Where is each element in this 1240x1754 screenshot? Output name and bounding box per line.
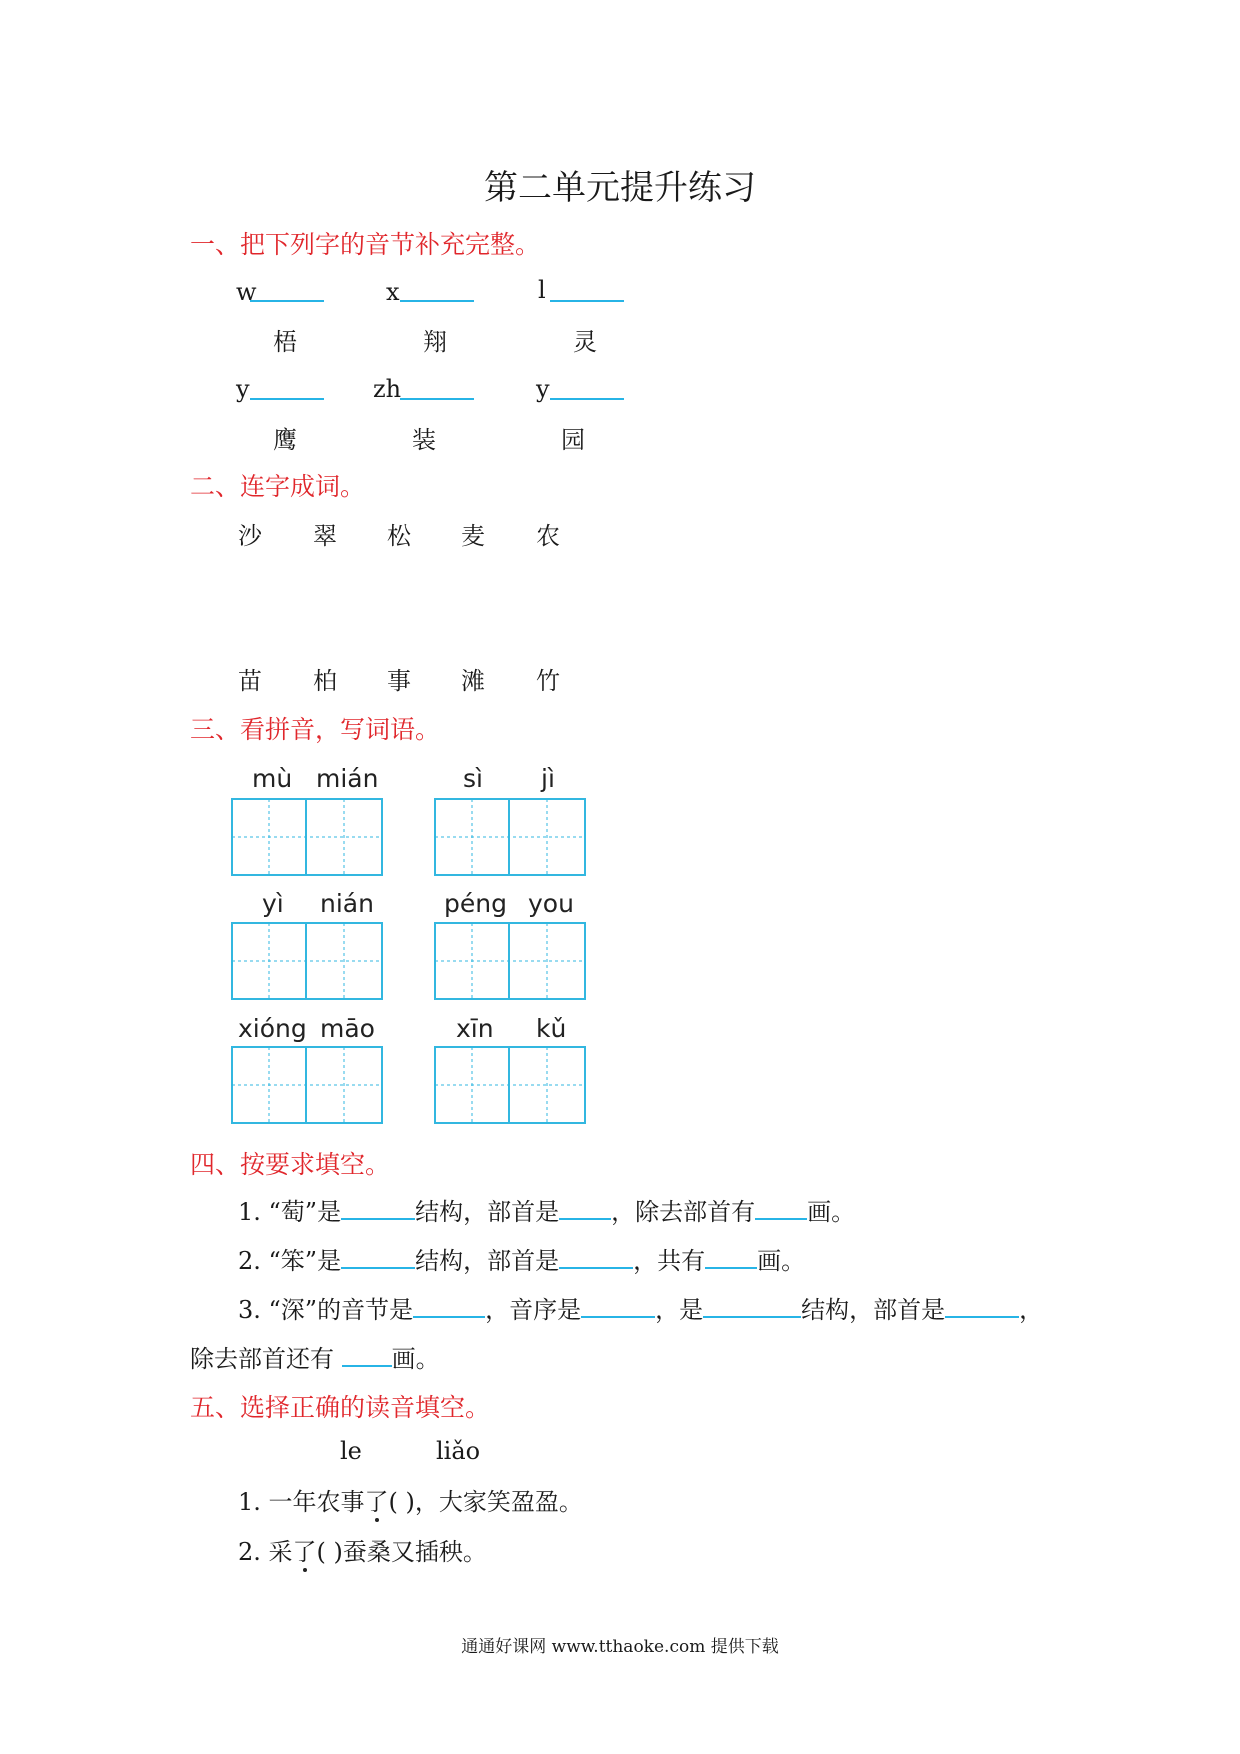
question-text: 1. 一年农事 <box>238 1488 365 1516</box>
writing-grid[interactable] <box>434 922 588 1000</box>
syllable-blank[interactable] <box>400 278 474 302</box>
question-text: 除去部首还有 <box>190 1345 334 1373</box>
syllable-initial: zh <box>373 375 402 403</box>
answer-blank[interactable] <box>703 1294 801 1318</box>
pinyin: kǔ <box>536 1014 567 1043</box>
question-text: 画。 <box>757 1247 806 1275</box>
reading-option: le <box>340 1437 362 1465</box>
question-1 <box>238 1192 855 1227</box>
question-3 <box>238 1290 1043 1325</box>
pinyin: péng <box>444 889 507 918</box>
question-text: ，是 <box>655 1296 704 1324</box>
match-char[interactable]: 竹 <box>536 667 560 695</box>
question-text: 画。 <box>807 1198 856 1226</box>
question-text[interactable]: ( )蚕桑又插秧。 <box>316 1538 487 1566</box>
question-3-cont <box>190 1339 440 1374</box>
match-char[interactable]: 滩 <box>461 667 485 695</box>
answer-blank[interactable] <box>559 1245 633 1269</box>
writing-grid[interactable] <box>434 798 588 876</box>
pinyin: xióng <box>238 1014 307 1043</box>
section-4-heading: 四、按要求填空。 <box>190 1150 391 1179</box>
dotted-char: 了 <box>292 1538 317 1566</box>
choice-question-2 <box>238 1532 487 1567</box>
question-text[interactable]: ( )，大家笑盈盈。 <box>388 1488 583 1516</box>
answer-blank[interactable] <box>581 1294 655 1318</box>
question-text: 2. 采 <box>238 1538 293 1566</box>
section-5-heading: 五、选择正确的读音填空。 <box>190 1393 491 1422</box>
footer-credit: 通通好课网 www.tthaoke.com 提供下载 <box>461 1637 779 1657</box>
character: 园 <box>561 426 585 454</box>
answer-blank[interactable] <box>945 1294 1019 1318</box>
question-text: 1. “萄”是 <box>238 1198 342 1226</box>
pinyin: jì <box>541 764 555 793</box>
pinyin: you <box>528 889 574 918</box>
question-text: ， <box>1019 1296 1044 1324</box>
answer-blank[interactable] <box>413 1294 485 1318</box>
section-2-heading: 二、连字成词。 <box>190 472 366 501</box>
question-text: 结构，部首是 <box>415 1247 560 1275</box>
syllable-initial: x <box>386 278 400 306</box>
question-text: 2. “笨”是 <box>238 1247 342 1275</box>
pinyin: nián <box>320 889 374 918</box>
match-char[interactable]: 麦 <box>461 522 485 550</box>
answer-blank[interactable] <box>341 1196 415 1220</box>
match-char[interactable]: 松 <box>387 522 411 550</box>
match-char[interactable]: 柏 <box>313 667 337 695</box>
writing-grid[interactable] <box>434 1046 588 1124</box>
match-char[interactable]: 苗 <box>238 667 262 695</box>
syllable-initial: w <box>236 278 257 306</box>
character: 梧 <box>273 328 297 356</box>
question-2 <box>238 1241 805 1276</box>
answer-blank[interactable] <box>755 1196 807 1220</box>
section-3-heading: 三、看拼音，写词语。 <box>190 715 441 744</box>
dotted-char: 了 <box>364 1488 389 1516</box>
page-title: 第二单元提升练习 <box>484 168 756 208</box>
question-text: 3. “深”的音节是 <box>238 1296 414 1324</box>
syllable-blank[interactable] <box>550 278 624 302</box>
character: 灵 <box>573 328 597 356</box>
answer-blank[interactable] <box>559 1196 611 1220</box>
syllable-initial: y <box>536 375 550 403</box>
question-text: 画。 <box>391 1345 440 1373</box>
syllable-initial: y <box>236 375 250 403</box>
answer-blank[interactable] <box>342 1343 392 1367</box>
character: 翔 <box>423 328 447 356</box>
question-text: ，除去部首有 <box>611 1198 756 1226</box>
character: 装 <box>412 426 436 454</box>
question-text: 结构，部首是 <box>801 1296 946 1324</box>
syllable-blank[interactable] <box>250 376 324 400</box>
pinyin: mián <box>316 764 379 793</box>
match-char[interactable]: 沙 <box>238 522 262 550</box>
pinyin: yì <box>262 889 284 918</box>
section-1-heading: 一、把下列字的音节补充完整。 <box>190 230 541 259</box>
match-char[interactable]: 农 <box>536 522 560 550</box>
pinyin: xīn <box>456 1014 494 1043</box>
character: 鹰 <box>273 426 297 454</box>
syllable-blank[interactable] <box>550 376 624 400</box>
pinyin: māo <box>320 1014 375 1043</box>
writing-grid[interactable] <box>231 922 385 1000</box>
question-text: ，音序是 <box>485 1296 582 1324</box>
reading-option: liǎo <box>436 1437 481 1465</box>
pinyin: sì <box>463 764 483 793</box>
syllable-initial: l <box>538 276 546 304</box>
question-text: 结构，部首是 <box>415 1198 560 1226</box>
match-char[interactable]: 事 <box>387 667 411 695</box>
writing-grid[interactable] <box>231 1046 385 1124</box>
writing-grid[interactable] <box>231 798 385 876</box>
match-char[interactable]: 翠 <box>313 522 337 550</box>
choice-question-1 <box>238 1482 583 1517</box>
pinyin: mù <box>252 764 293 793</box>
syllable-blank[interactable] <box>250 278 324 302</box>
answer-blank[interactable] <box>341 1245 415 1269</box>
answer-blank[interactable] <box>705 1245 757 1269</box>
question-text: ，共有 <box>633 1247 706 1275</box>
syllable-blank[interactable] <box>400 376 474 400</box>
